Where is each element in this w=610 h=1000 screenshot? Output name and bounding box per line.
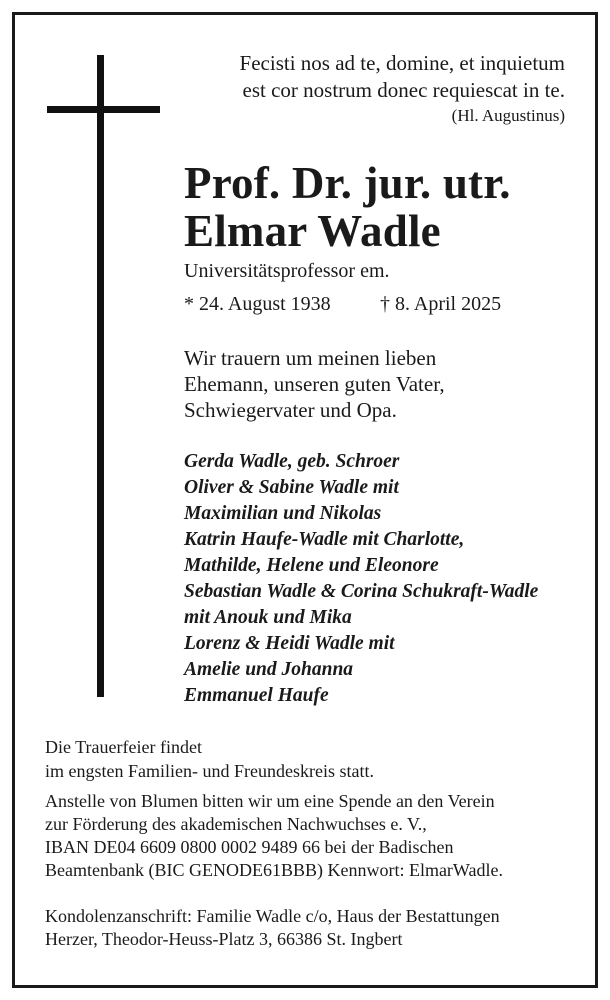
mourner-line: Oliver & Sabine Wadle mit xyxy=(184,477,399,498)
mourner-line: Mathilde, Helene und Eleonore xyxy=(184,555,439,576)
ceremony-line-2: im engsten Familien- und Freundeskreis statt. xyxy=(45,761,374,781)
quote-line-1: Fecisti nos ad te, domine, et inquietum xyxy=(239,51,565,75)
deceased-name-line-2: Elmar Wadle xyxy=(184,206,441,256)
death-date: † 8. April 2025 xyxy=(380,293,502,315)
deceased-name-line-1: Prof. Dr. jur. utr. xyxy=(184,158,511,208)
mourner-line: Maximilian und Nikolas xyxy=(184,503,382,524)
mourner-line: Gerda Wadle, geb. Schroer xyxy=(184,451,400,472)
mourner-line: Lorenz & Heidi Wadle mit xyxy=(184,633,395,654)
donation-line-1: Anstelle von Blumen bitten wir um eine Spende an den Verein xyxy=(45,791,495,811)
grief-line-3: Schwiegervater und Opa. xyxy=(184,398,397,422)
donation-bank: Beamtenbank (BIC GENODE61BBB) Kennwort: ElmarWadle. xyxy=(45,860,503,880)
mourner-line: Emmanuel Haufe xyxy=(184,685,329,706)
mourner-line: Sebastian Wadle & Corina Schukraft-Wadle xyxy=(184,581,539,602)
mourner-line: Amelie und Johanna xyxy=(184,659,354,680)
donation-line-2: zur Förderung des akademischen Nachwuchses e. V., xyxy=(45,814,427,834)
donation-iban: IBAN DE04 6609 0800 0002 9489 66 bei der Badischen xyxy=(45,837,454,857)
mourner-line: Katrin Haufe-Wadle mit Charlotte, xyxy=(184,529,465,550)
condolence-line-1: Kondolenzanschrift: Familie Wadle c/o, Haus der Bestattungen xyxy=(45,906,500,926)
cross-icon-vertical xyxy=(97,55,104,697)
deceased-title: Universitätsprofessor em. xyxy=(184,260,390,282)
mourner-line: mit Anouk und Mika xyxy=(184,607,352,628)
ceremony-line-1: Die Trauerfeier findet xyxy=(45,737,202,757)
condolence-line-2: Herzer, Theodor-Heuss-Platz 3, 66386 St. Ingbert xyxy=(45,929,403,949)
quote-source: (Hl. Augustinus) xyxy=(451,106,565,125)
birth-date: * 24. August 1938 xyxy=(184,293,331,315)
quote-line-2: est cor nostrum donec requiescat in te. xyxy=(242,78,565,102)
grief-line-2: Ehemann, unseren guten Vater, xyxy=(184,372,445,396)
grief-line-1: Wir trauern um meinen lieben xyxy=(184,346,437,370)
